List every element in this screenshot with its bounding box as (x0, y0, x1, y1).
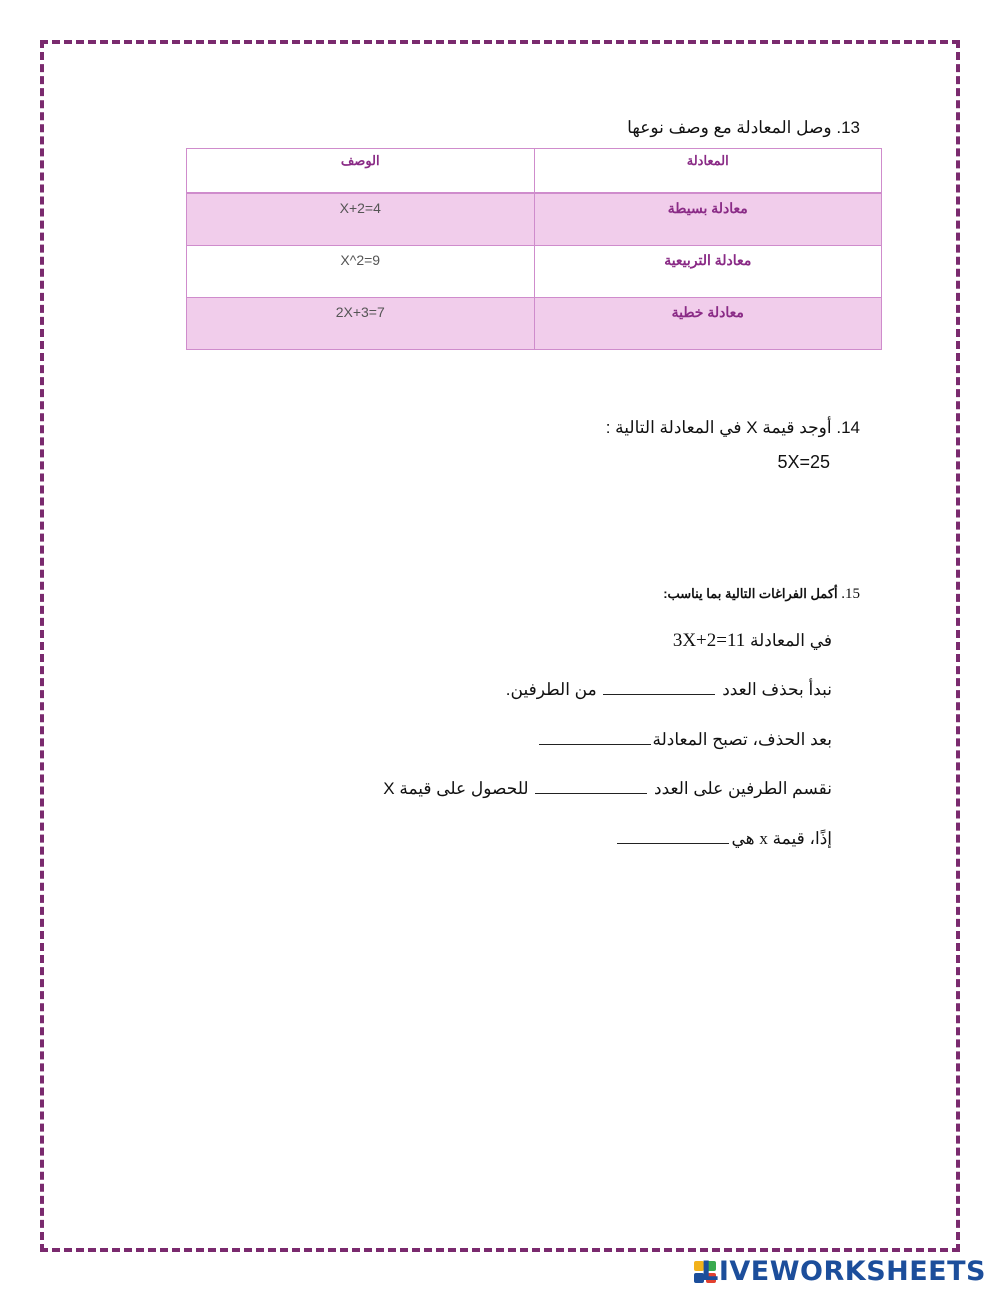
line1-text: في المعادلة (750, 631, 832, 650)
row-equation-type[interactable]: معادلة التربيعية (534, 246, 882, 298)
table-row (187, 298, 882, 350)
table-header-row (187, 149, 882, 194)
question-13-title: 13. وصل المعادلة مع وصف نوعها (627, 118, 860, 137)
row-equation-type[interactable]: معادلة بسيطة (534, 193, 882, 246)
fill-line-5 (615, 829, 832, 849)
brand-name[interactable]: LIVEWORKSHEETS (701, 1256, 986, 1287)
line3-text: بعد الحذف، تصبح المعادلة (652, 730, 832, 749)
fill-line-1 (673, 630, 832, 652)
line2-text-b: من الطرفين. (505, 680, 597, 699)
question-14-title: 14. أوجد قيمة X في المعادلة التالية : (605, 418, 860, 437)
line5-text-a: إذًا، قيمة (772, 829, 832, 848)
question-14-equation: 5X=25 (777, 452, 830, 472)
fill-line-4 (383, 779, 832, 799)
matching-table (186, 148, 882, 350)
line4-text-b: للحصول على قيمة X (383, 779, 529, 798)
question-15-text: أكمل الفراغات التالية بما يناسب: (663, 586, 838, 601)
fill-line-2 (506, 680, 832, 700)
blank-input-3[interactable] (535, 792, 647, 794)
header-description: الوصف (187, 149, 535, 194)
header-equation: المعادلة (534, 149, 882, 194)
row-expression[interactable]: 2X+3=7 (187, 298, 535, 350)
line4-text-a: نقسم الطرفين على العدد (654, 779, 832, 798)
row-expression[interactable]: X+2=4 (187, 193, 535, 246)
blank-input-1[interactable] (603, 693, 715, 695)
blank-input-4[interactable] (617, 842, 729, 844)
line5-variable: x (759, 829, 768, 848)
line2-text-a: نبدأ بحذف العدد (722, 680, 832, 699)
blank-input-2[interactable] (539, 743, 651, 745)
row-expression[interactable]: X^2=9 (187, 246, 535, 298)
question-15-number: 15. (841, 586, 860, 602)
fill-line-3 (537, 730, 833, 750)
question-15-title (663, 586, 860, 603)
line1-equation: 3X+2=11 (672, 630, 746, 651)
line5-text-b: هي (731, 829, 755, 848)
table-row (187, 246, 882, 298)
row-equation-type[interactable]: معادلة خطية (534, 298, 882, 350)
table-row (187, 193, 882, 246)
